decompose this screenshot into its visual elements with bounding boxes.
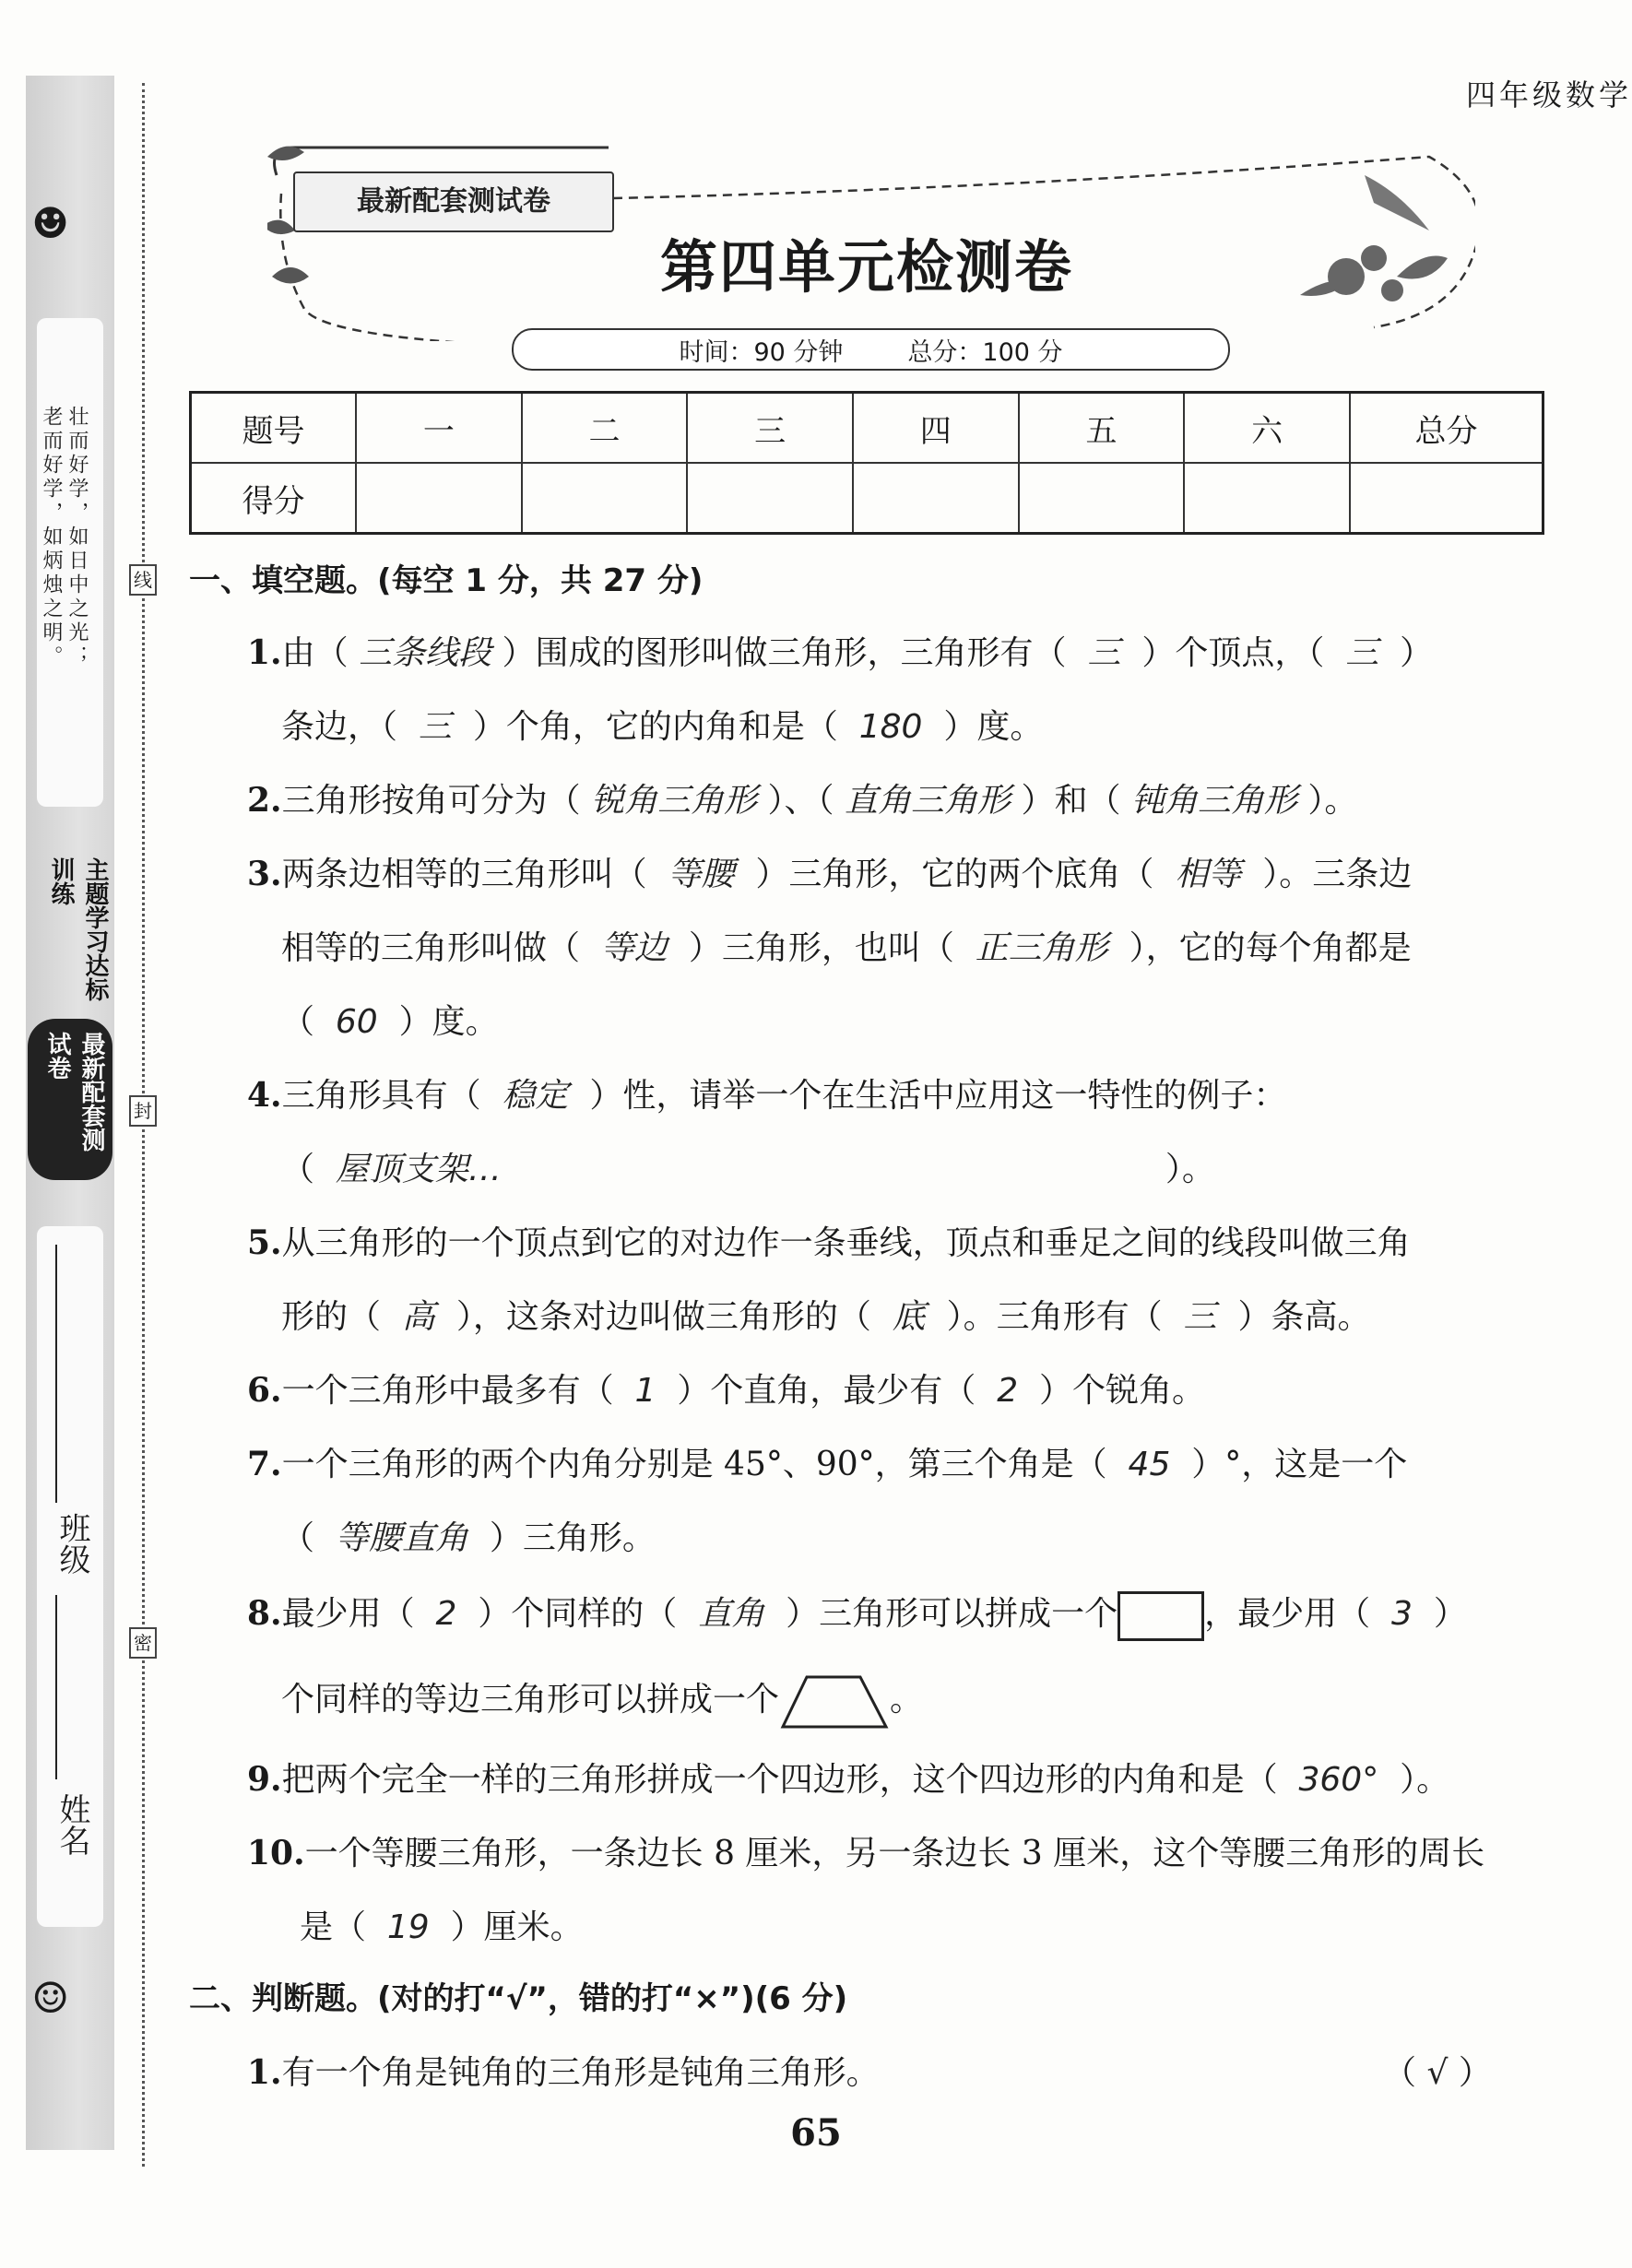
answer: 45	[1128, 1446, 1171, 1483]
question-3-line-3: （ 60 ）度。	[281, 1003, 499, 1041]
question-7-line-2: （ 等腰直角 ）三角形。	[281, 1519, 656, 1557]
total-score: 总分：100 分	[907, 337, 1063, 367]
class-field[interactable]	[55, 1245, 57, 1503]
cut-mark-line: 线	[129, 564, 157, 596]
answer: 等腰直角	[335, 1519, 468, 1557]
rectangle-shape-icon	[1118, 1591, 1204, 1641]
answer: 三	[418, 708, 452, 746]
question-8-line-2: 个同样的等边三角形可以拼成一个 。	[281, 1673, 1581, 1731]
question-6: 6.一个三角形中最多有（ 1 ）个直角，最少有（ 2 ）个锐角。	[247, 1371, 1206, 1410]
grade-subject-label: 四年级数学	[1465, 77, 1632, 112]
question-2: 2.三角形按角可分为（ 锐角三角形 ）、（ 直角三角形 ）和（ 钝角三角形 ）。	[247, 781, 1358, 820]
section-1-title: 一、填空题。(每空 1 分，共 27 分)	[189, 562, 704, 599]
score-cell[interactable]	[356, 463, 522, 534]
answer: 1	[634, 1372, 656, 1410]
answer: 直角三角形	[845, 782, 1011, 820]
trapezoid-shape-icon	[779, 1673, 890, 1731]
answer: 正三角形	[975, 929, 1108, 967]
answer: 等腰	[668, 856, 735, 893]
answer: 屋顶支架…	[335, 1151, 502, 1188]
score-cell[interactable]	[687, 463, 853, 534]
answer: 3	[1391, 1595, 1413, 1633]
question-4-line-1: 4.三角形具有（ 稳定 ）性，请举一个在生活中应用这一特性的例子：	[247, 1076, 1287, 1115]
question-10-line-2: 是（ 19 ）厘米。	[300, 1908, 584, 1946]
question-5-line-2: 形的（ 高 ），这条对边叫做三角形的（ 底 ）。三角形有（ 三 ）条高。	[281, 1298, 1371, 1336]
answer: 钝角三角形	[1130, 782, 1297, 820]
judge-question-1: 1.有一个角是钝角的三角形是钝角三角形。	[247, 2053, 880, 2092]
answer: 60	[335, 1003, 378, 1041]
cut-mark-seal: 封	[129, 1095, 157, 1127]
answer: 三	[1183, 1298, 1217, 1336]
section-2-title: 二、判断题。(对的打“√”，错的打“×”)(6 分)	[189, 1980, 848, 2017]
time-limit: 时间：90 分钟	[679, 337, 844, 367]
cut-mark-secret: 密	[129, 1627, 157, 1659]
column-header: 二	[522, 393, 688, 464]
answer: 2	[997, 1372, 1019, 1410]
cartoon-figure-icon: ☻	[31, 198, 70, 248]
page-number: 65	[790, 2111, 842, 2155]
answer: 底	[892, 1298, 926, 1336]
series-name: 主题学习达标训练	[47, 857, 109, 1001]
class-label: 班级	[53, 1512, 90, 1575]
question-1-line-2: 条边，（ 三 ）个角，它的内角和是（ 180 ）度。	[281, 708, 1044, 746]
check-mark-icon: √	[1426, 2054, 1449, 2092]
series-subtitle: 最新配套测试卷	[28, 1019, 112, 1180]
column-header: 六	[1184, 393, 1350, 464]
answer: 相等	[1175, 856, 1242, 893]
flower-decoration-icon	[1300, 245, 1448, 301]
score-cell[interactable]	[853, 463, 1019, 534]
question-5-line-1: 5.从三角形的一个顶点到它的对边作一条垂线，顶点和垂足之间的线段叫做三角	[247, 1223, 1411, 1262]
motto-line-2: 老而好学，如炳烛之明。	[40, 406, 63, 669]
column-header: 五	[1019, 393, 1185, 464]
score-cell[interactable]	[1019, 463, 1185, 534]
test-badge: 最新配套测试卷	[293, 171, 614, 232]
judge-answer-box[interactable]: （ √ ）	[1383, 2054, 1492, 2092]
question-4-line-2: （ 屋顶支架… ）。	[281, 1151, 1215, 1188]
name-field[interactable]	[55, 1595, 57, 1779]
score-cell[interactable]	[522, 463, 688, 534]
question-8-line-1: 8.最少用（ 2 ）个同样的（ 直角 ）三角形可以拼成一个 ，最少用（ 3 ）	[247, 1588, 1547, 1641]
score-cell[interactable]	[1184, 463, 1350, 534]
answer: 19	[386, 1908, 430, 1946]
question-9: 9.把两个完全一样的三角形拼成一个四边形，这个四边形的内角和是（ 360° ）。	[247, 1760, 1450, 1799]
score-table	[189, 391, 1544, 535]
column-header: 一	[356, 393, 522, 464]
question-number-header: 题号	[191, 393, 357, 464]
time-score-bar	[512, 328, 1230, 371]
answer: 锐角三角形	[591, 782, 758, 820]
answer: 2	[435, 1595, 457, 1633]
answer: 等边	[600, 929, 668, 967]
answer: 360°	[1298, 1761, 1379, 1799]
name-label: 姓名	[53, 1793, 90, 1856]
column-header: 总分	[1350, 393, 1543, 464]
question-7-line-1: 7.一个三角形的两个内角分别是 45°、90°，第三个角是（ 45 ）°，这是一个	[247, 1445, 1408, 1483]
question-3-line-1: 3.两条边相等的三角形叫（ 等腰 ）三角形，它的两个底角（ 相等 ）。三条边	[247, 855, 1413, 893]
score-row-header: 得分	[191, 463, 357, 534]
question-1-line-1: 1.由（ 三条线段 ）围成的图形叫做三角形，三角形有（ 三 ）个顶点，（ 三 ）	[247, 633, 1434, 672]
cartoon-figure-icon: ☺	[31, 1973, 70, 2023]
table-row	[191, 393, 1543, 464]
series-brand	[28, 857, 112, 1180]
table-row	[191, 463, 1543, 534]
motto-line-1: 壮而好学，如日中之光；	[65, 406, 89, 669]
question-10-line-1: 10.一个等腰三角形，一条边长 8 厘米，另一条边长 3 厘米，这个等腰三角形的周长	[247, 1834, 1485, 1872]
answer: 直角	[698, 1595, 765, 1633]
column-header: 四	[853, 393, 1019, 464]
answer: 三条线段	[359, 634, 492, 672]
page-title: 第四单元检测卷	[659, 233, 1073, 301]
answer: 三	[1345, 634, 1379, 672]
score-cell[interactable]	[1350, 463, 1543, 534]
answer: 稳定	[502, 1077, 569, 1115]
answer: 三	[1087, 634, 1121, 672]
question-3-line-2: 相等的三角形叫做（ 等边 ）三角形，也叫（ 正三角形 ），它的每个角都是	[281, 929, 1412, 967]
answer: 180	[858, 708, 923, 746]
answer: 高	[401, 1298, 435, 1336]
column-header: 三	[687, 393, 853, 464]
